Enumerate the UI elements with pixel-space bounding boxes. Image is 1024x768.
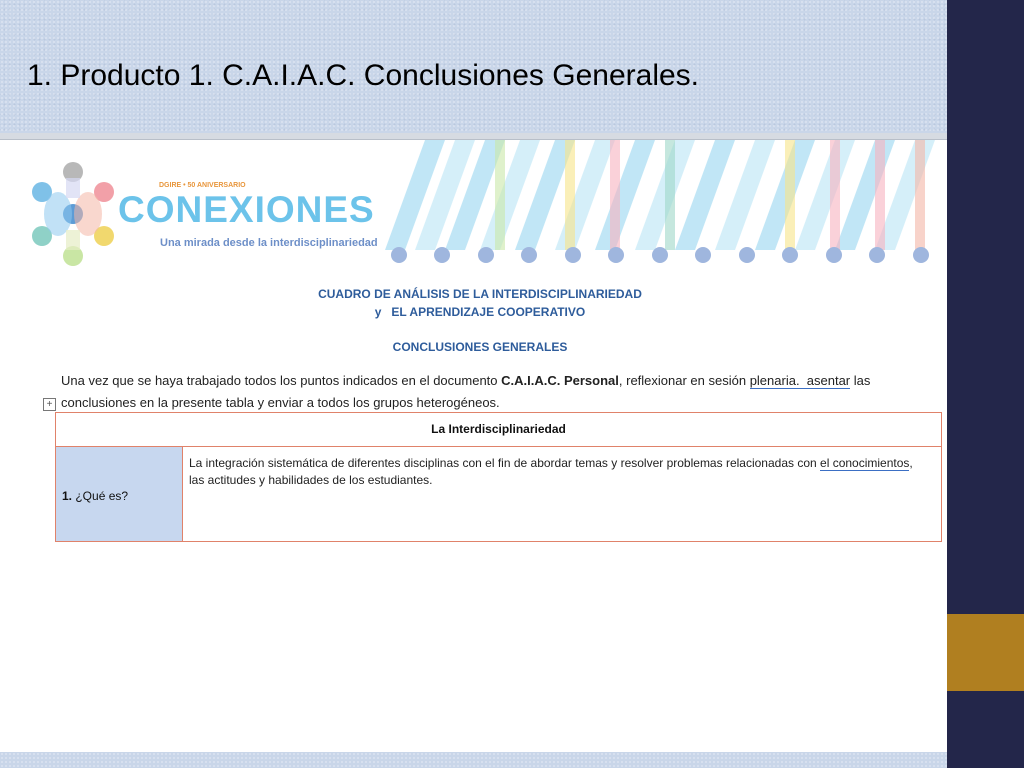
document-heading-line-2: y EL APRENDIZAJE COOPERATIVO <box>374 305 586 319</box>
table-move-handle-icon[interactable]: + <box>43 398 56 411</box>
decorative-stripes <box>385 140 945 270</box>
document-subheading: CONCLUSIONES GENERALES <box>392 340 568 354</box>
question-number: 1. <box>62 489 73 503</box>
logo-wordmark: CONEXIONES <box>118 189 375 230</box>
logo-anniversary-text: DGIRE • 50 ANIVERSARIO <box>159 182 246 189</box>
question-label <box>62 489 128 503</box>
answer-underlined-text: el conocimientos <box>820 456 910 470</box>
table-header: La Interdisciplinariedad <box>56 413 941 447</box>
bottom-band <box>0 752 947 768</box>
answer-text: La integración sistemática de diferentes disciplinas con el fin de abordar temas y resolver problemas relacionadas con <box>189 456 821 470</box>
title-band <box>0 0 947 133</box>
conclusions-table <box>55 412 942 542</box>
answer-cell[interactable] <box>189 455 929 489</box>
conexiones-logo-icon <box>30 160 116 268</box>
instructions-text: las conclusiones en la presente tabla y enviar a todos los grupos heterogéneos. <box>61 373 871 410</box>
instructions-paragraph <box>61 370 911 414</box>
document-heading-line-1: CUADRO DE ANÁLISIS DE LA INTERDISCIPLINARIEDAD <box>318 287 642 301</box>
instructions-text: , reflexionar en sesión <box>618 373 750 388</box>
instructions-bold-text: C.A.I.A.C. Personal <box>501 373 619 388</box>
title-divider <box>0 133 947 140</box>
slide-title: 1. Producto 1. C.A.I.A.C. Conclusiones Generales. <box>27 59 699 92</box>
side-accent-block <box>947 614 1024 691</box>
logo-tagline: Una mirada desde la interdisciplinariedad <box>160 237 378 249</box>
spelling-underline-text: plenaria. asentar <box>749 373 851 388</box>
question-text: ¿Qué es? <box>72 489 129 503</box>
instructions-text: Una vez que se haya trabajado todos los puntos indicados en el documento <box>61 373 502 388</box>
question-cell <box>56 447 183 541</box>
answer-text: , las actitudes y habilidades de los estudiantes. <box>189 456 913 487</box>
